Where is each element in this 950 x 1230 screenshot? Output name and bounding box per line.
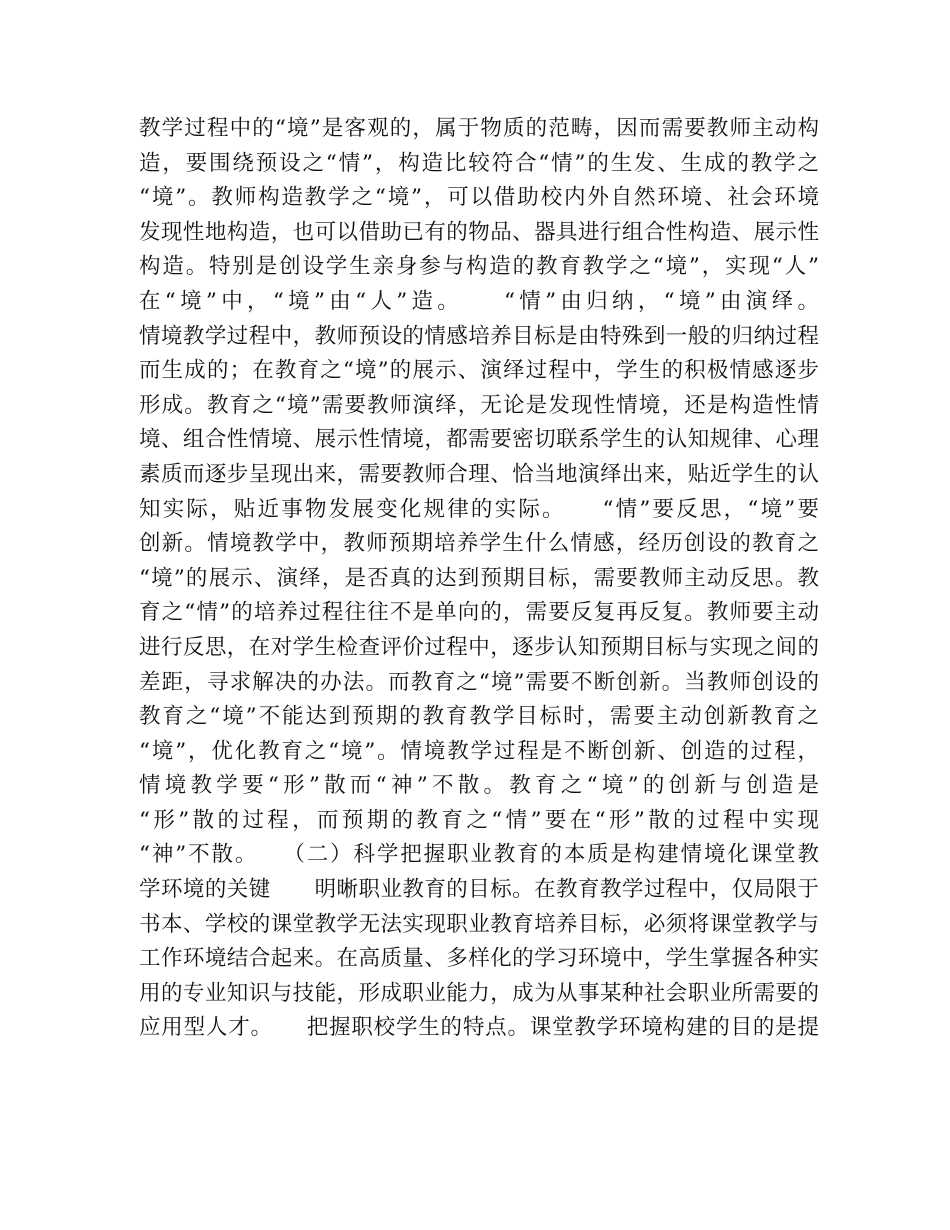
text-line-16: 进行反思，在对学生检查评价过程中，逐步认知预期目标与实现之间的 <box>139 634 819 660</box>
text-line-20: 情境教学要“形”散而“神”不散。教育之“境”的创新与创造是 <box>139 773 819 799</box>
text-line-19: “境”，优化教育之“境”。情境教学过程是不断创新、创造的过程， <box>139 738 819 764</box>
text-line-13: 创新。情境教学中，教师预期培养学生什么情感，经历创设的教育之 <box>139 531 819 557</box>
text-line-15: 育之“情”的培养过程往往不是单向的，需要反复再反复。教师要主动 <box>139 600 819 626</box>
text-line-12: 知实际，贴近事物发展变化规律的实际。 “情”要反思，“境”要 <box>139 496 819 522</box>
text-line-25: 工作环境结合起来。在高质量、多样化的学习环境中，学生掌握各种实 <box>139 946 819 972</box>
text-line-9: 形成。教育之“境”需要教师演绎，无论是发现性情境，还是构造性情 <box>139 392 819 418</box>
text-line-5: 构造。特别是创设学生亲身参与构造的教育教学之“境”，实现“人” <box>139 254 819 280</box>
text-line-22: “神”不散。 （二）科学把握职业教育的本质是构建情境化课堂教 <box>139 842 819 868</box>
text-line-2: 造，要围绕预设之“情”，构造比较符合“情”的生发、生成的教学之 <box>139 150 819 176</box>
text-line-26: 用的专业知识与技能，形成职业能力，成为从事某种社会职业所需要的 <box>139 980 819 1006</box>
text-line-23: 学环境的关键 明晰职业教育的目标。在教育教学过程中，仅局限于 <box>139 877 819 903</box>
text-line-27: 应用型人才。 把握职校学生的特点。课堂教学环境构建的目的是提 <box>139 1015 819 1041</box>
text-line-14: “境”的展示、演绎，是否真的达到预期目标，需要教师主动反思。教 <box>139 565 819 591</box>
text-line-11: 素质而逐步呈现出来，需要教师合理、恰当地演绎出来，贴近学生的认 <box>139 461 819 487</box>
text-line-17: 差距，寻求解决的办法。而教育之“境”需要不断创新。当教师创设的 <box>139 669 819 695</box>
text-line-18: 教育之“境”不能达到预期的教育教学目标时，需要主动创新教育之 <box>139 704 819 730</box>
text-line-10: 境、组合性情境、展示性情境，都需要密切联系学生的认知规律、心理 <box>139 427 819 453</box>
text-line-24: 书本、学校的课堂教学无法实现职业教育培养目标，必须将课堂教学与 <box>139 911 819 937</box>
text-line-4: 发现性地构造，也可以借助已有的物品、器具进行组合性构造、展示性 <box>139 219 819 245</box>
text-line-7: 情境教学过程中，教师预设的情感培养目标是由特殊到一般的归纳过程 <box>139 323 819 349</box>
text-line-1: 教学过程中的“境”是客观的，属于物质的范畴，因而需要教师主动构 <box>139 116 819 141</box>
text-line-21: “形”散的过程，而预期的教育之“情”要在“形”散的过程中实现 <box>139 807 819 833</box>
text-line-3: “境”。教师构造教学之“境”，可以借助校内外自然环境、社会环境 <box>139 185 819 211</box>
text-line-6: 在“境”中，“境”由“人”造。 “情”由归纳，“境”由演绎。 <box>139 288 819 314</box>
text-line-8: 而生成的；在教育之“境”的展示、演绎过程中，学生的积极情感逐步 <box>139 358 819 384</box>
body-text <box>139 112 819 1046</box>
